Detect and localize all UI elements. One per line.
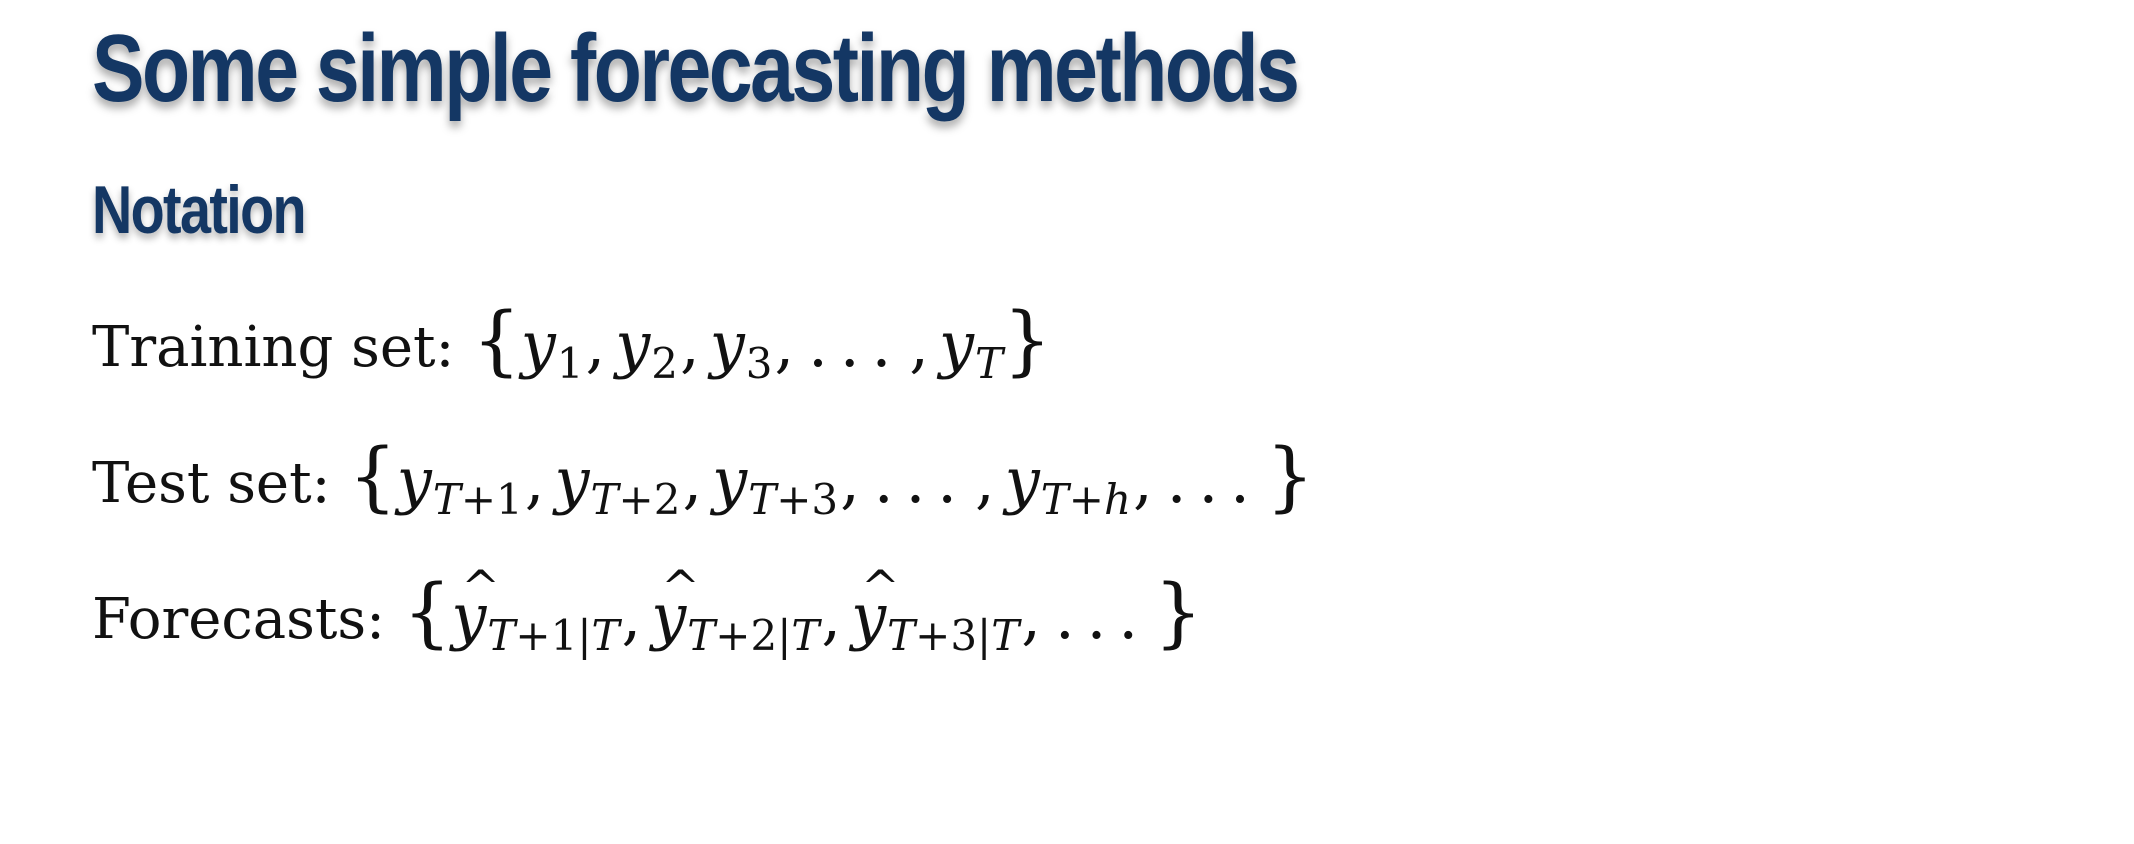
slide-title: Some simple forecasting methods — [92, 15, 1298, 122]
section-heading: Notation — [92, 172, 305, 248]
training-set-row — [92, 295, 1052, 392]
training-set-formula: { y 1 , y 2 , y 3 , ... , y T } — [472, 295, 1052, 388]
forecasts-formula: { ^ y T+1|T , ^ y T+2|T , ^ y T+3|T , ... } — [403, 572, 1202, 664]
forecasts-row — [92, 567, 1203, 664]
test-set-label: Test set: — [92, 451, 331, 516]
forecasts-label: Forecasts: — [92, 587, 386, 652]
test-set-formula: { y T+1 , y T+2 , y T+3 , ... , y T+h , ... } — [348, 431, 1315, 524]
training-set-label: Training set: — [92, 315, 455, 380]
test-set-row — [92, 431, 1315, 528]
